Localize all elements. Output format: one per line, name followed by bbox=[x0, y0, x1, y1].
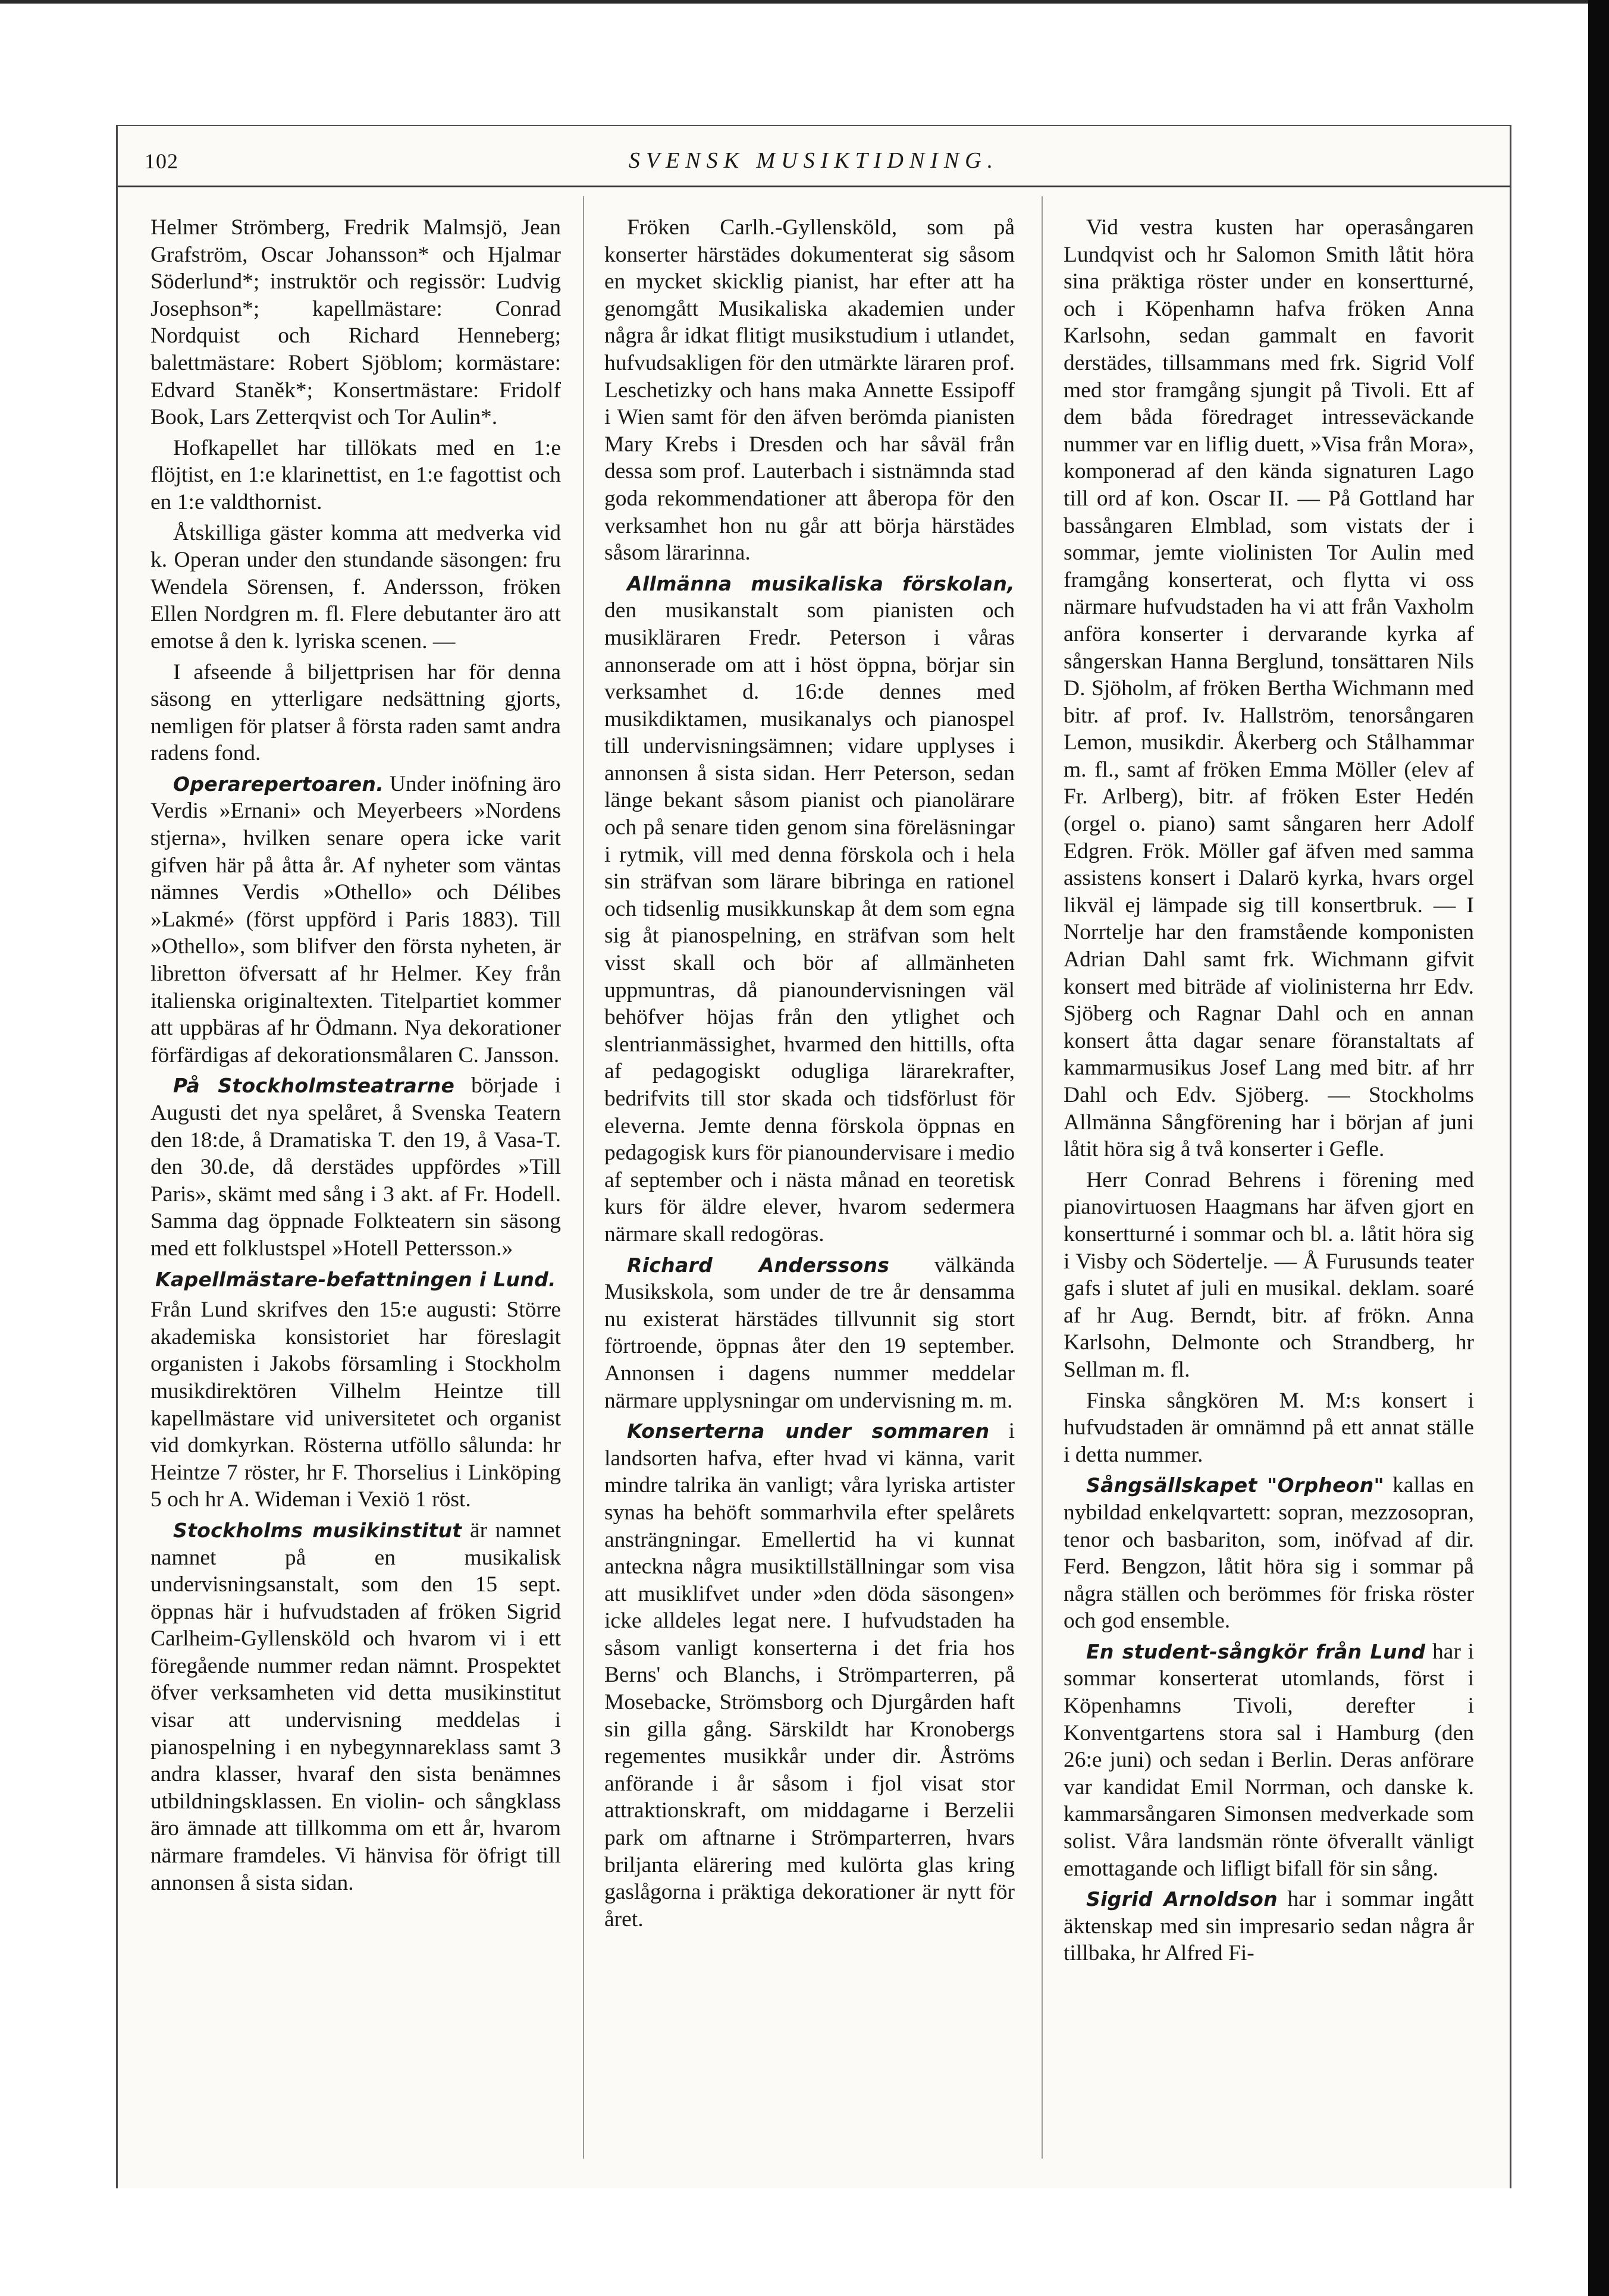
article-body: Under inöfning äro Verdis »Ernani» och Meyerbeers »Nordens stjerna», hvilken senare opera icke varit gifven här på åtta år. Af nyheter som väntas nämnes Verdis »Othello» och Délibes »Lakmé» (först uppförd i Paris 1883). Till »Othello», som blifver den första nyheten, är libretton öfversatt af hr Helmer. Key från italienska originaltexten. Titelpartiet kommer att uppbäras af hr Ödmann. Nya dekorationer förfärdigas af dekorationsmålaren C. Jansson. bbox=[150, 771, 562, 1067]
article bbox=[604, 1252, 1015, 1415]
article bbox=[150, 1517, 561, 1896]
article bbox=[150, 1072, 561, 1262]
article-body: har i sommar ingått äktenskap med sin impresario sedan några år tillbaka, hr Alfred Fi- bbox=[1064, 1887, 1475, 1966]
article-body: välkända Musikskola, som under de tre år densamma nu existerat härstädes tillvunnit sig stort förtroende, öppnas åter den 19 september. Annonsen i dagens nummer meddelar närmare upplysningar om undervisning m. m. bbox=[604, 1252, 1015, 1413]
article bbox=[604, 1418, 1015, 1933]
article-body: Från Lund skrifves den 15:e augusti: Större akademiska konsistoriet har föreslagit organisten i Jakobs församling i Stockholm musikdirektören Vilhelm Heintze till kapellmästare vid universitetet och organist vid domkyrkan. Rösterna utföllo sålunda: hr Heintze 7 röster, hr F. Thorselius i Linköping 5 och hr A. Wideman i Vexiö 1 röst. bbox=[150, 1298, 561, 1512]
article-heading: Sångsällskapet "Orpheon" bbox=[1086, 1474, 1385, 1497]
article-heading: Allmänna musikaliska förskolan, bbox=[627, 571, 1015, 595]
paragraph: Helmer Strömberg, Fredrik Malmsjö, Jean Grafström, Oscar Johansson* och Hjalmar Söderlund*; instruktör och regissör: Ludvig Josephson*; kapellmästare: Conrad Nordquist och Richard Henneberg; balettmästare: Robert Sjöblom; kormästare: Edvard Staněk*; Konsertmästare: Fridolf Book, Lars Zetterqvist och Tor Aulin*. bbox=[150, 215, 561, 430]
article bbox=[150, 771, 561, 1069]
column-2 bbox=[604, 214, 1015, 1936]
paragraph: I afseende å biljettprisen har för denna säsong en ytterligare nedsättning gjorts, nemligen för platser å första raden samt andra radens fond. bbox=[150, 659, 561, 766]
article-body: den musikanstalt som pianisten och musikläraren Fredr. Peterson i våras annonserade om att i höst öppna, börjar sin verksamhet d. 16:de dennes med musikdiktamen, musikanalys och pianospel till undervisningsämnen; vidare upplyses i annonsen å sista sidan. Herr Peterson, sedan länge bekant såsom pianist och pianolärare och på senare tiden genom sina föreläsningar i rytmik, vill med denna förskola och i hela sin sträfvan som lärare bibringa en rationel och tidsenlig musikkunskap åt dem som egna sig åt pianospelning, en sträfvan som helt visst skall och bör af allmänheten uppmuntras, då pianoundervisningen väl behöfver höjas från den ytlighet och slentrianmässighet, hvarmed den hittills, ofta af pedagogiskt odugliga lärarekrafter, bedrifvits till stor skada och tidsförlust för eleverna. Jemte denna förskola öppnas en pedagogisk kurs för pianoundervisare i medio af september och i nästa månad en teoretisk kurs för äldre elever, hvarom sedermera närmare skall redogöras. bbox=[604, 598, 1015, 1246]
article bbox=[1064, 1638, 1474, 1882]
article-heading: Sigrid Arnoldson bbox=[1086, 1887, 1278, 1911]
page-number: 102 bbox=[145, 149, 178, 173]
page-sheet bbox=[116, 125, 1511, 2188]
column-1 bbox=[150, 214, 561, 1900]
article-body: har i sommar konserterat utomlands, först i Köpenhamns Tivoli, derefter i Konventgartens stora sal i Hamburg (den 26:e juni) och sedan i Berlin. Deras anförare var kandidat Emil Norrman, och danske k. kammarsångaren Simonsen medverkade som solist. Våra landsmän rönte öfverallt vänligt emottagande och lifligt bifall för sin sång. bbox=[1064, 1639, 1474, 1881]
article-body: i landsorten hafva, efter hvad vi känna, varit mindre talrika än vanligt; våra lyriska artister synas ha behöft sommarhvila efter spelårets ansträngningar. Emellertid ha vi kunnat anteckna några musiktillställningar som visa att musiklifvet under »den döda säsongen» icke alldeles legat nere. I hufvudstaden ha såsom vanligt konserterna i det fria hos Berns' och Blanchs, i Strömparterren, på Mosebacke, Strömsborg och Djurgården haft sin gilla gång. Särskildt har Kronobergs regementes musikkår under dir. Åströms anförande i år såsom i fjol visat stor attraktionskraft, om middagarne i Berzelii park om aftnarne i Strömparterren, hvars briljanta elärering med kulörta glas kring gaslågorna i präktiga dekorationer är nytt för året. bbox=[604, 1419, 1015, 1931]
page-header bbox=[118, 125, 1510, 187]
paragraph: Hofkapellet har tillökats med en 1:e flöjtist, en 1:e klarinettist, en 1:e fagottist och en 1:e valdthornist. bbox=[150, 435, 561, 514]
paragraph: Fröken Carlh.-Gyllensköld, som på konserter härstädes dokumenterat sig såsom en mycket skicklig pianist, har efter att ha genomgått Musikaliska akademien under några år idkat flitigt musikstudium i utlandet, hufvudsakligen för den utmärkte läraren prof. Leschetizky och hans maka Annette Essipoff i Wien samt för den äfven berömda pianisten Mary Krebs i Dresden och har såväl från dessa som prof. Lauterbach i sistnämnda stad goda rekommendationer att åberopa för den verksamhet hon nu går att börja härstädes såsom lärarinna. bbox=[604, 215, 1015, 566]
scan-right-edge bbox=[1588, 0, 1609, 2296]
article bbox=[604, 570, 1015, 1248]
article-body: började i Augusti det nya spelåret, å Svenska Teatern den 18:de, å Dramatiska T. den 19, å Vasa-T. den 30.de, då derstädes uppfördes »Till Paris», skämt med sång i 3 akt. af Fr. Hodell. Samma dag öppnade Folkteatern sin säsong med ett folklustspel »Hotell Pettersson.» bbox=[150, 1073, 561, 1261]
article-body: kallas en nybildad enkelqvartett: sopran, mezzosopran, tenor och basbariton, som, inöfvad af dir. Ferd. Bengzon, låtit höra sig i sommar på några ställen och berömmes för friska röster och god ensemble. bbox=[1064, 1473, 1474, 1634]
article-heading: Kapellmästare-befattningen i Lund. bbox=[155, 1267, 556, 1291]
scan-top-edge bbox=[0, 0, 1609, 4]
column-rule-left bbox=[583, 196, 584, 2159]
article bbox=[1064, 1472, 1474, 1635]
column-3 bbox=[1064, 214, 1474, 1971]
article-heading: Stockholms musikinstitut bbox=[173, 1518, 462, 1542]
article-heading: Konserterna under sommaren bbox=[627, 1419, 990, 1443]
article-body: är namnet namnet på en musikalisk undervisningsanstalt, som den 15 sept. öppnas här i hufvudstaden af fröken Sigrid Carlheim-Gyllensköld och hvarom vi i ett föregående nummer redan nämnt. Prospektet öfver verksamheten vid detta musikinstitut visar att undervisning meddelas i pianospelning i en nybegynnareklass samt 3 andra klasser, hvaraf den sista benämnes utbildningsklassen. En violin- och sångklass äro ämnade att tillkomma om ett år, hvarom närmare framdeles. Vi hänvisa för öfrigt till annonsen å sista sidan. bbox=[150, 1518, 561, 1895]
article-heading: På Stockholmsteatrarne bbox=[173, 1074, 455, 1098]
article bbox=[1064, 1886, 1474, 1967]
running-title: SVENSK MUSIKTIDNING. bbox=[628, 148, 999, 173]
paragraph: Herr Conrad Behrens i förening med pianovirtuosen Haagmans har äfven gjort en konsertturné i sommar och bl. a. låtit höra sig i Visby och Södertelje. — Å Furusunds teater gafs i slutet af juli en musikal. deklam. soaré af hr Aug. Berndt, bitr. af frökn. Anna Karlsohn, Delmonte och Strandberg, hr Sellman m. fl. bbox=[1064, 1167, 1474, 1382]
article-heading: Operarepertoaren. bbox=[173, 772, 384, 796]
paragraph: Vid vestra kusten har operasångaren Lundqvist och hr Salomon Smith låtit höra sina präktiga röster under en konsertturné, och i Köpenhamn hafva fröken Anna Karlsohn, sedan gammalt en favorit derstädes, tillsammans med frk. Sigrid Volf med stor framgång sjungit på Tivoli. Ett af dem båda föredraget intresseväckande nummer var en liflig duett, »Visa från Mora», komponerad af den kända signaturen Lago till ord af kon. Oscar II. — På Gottland har bassångaren Elmblad, som vistats der i sommar, jemte violinisten Tor Aulin med framgång konserterat, och flytta vi oss närmare hufvudstaden ha vi att från Vaxholm anföra konserter i dervarande kyrka af sångerskan Hanna Berglund, tonsättaren Nils D. Sjöholm, af fröken Bertha Wichmann med bitr. af prof. Iv. Hallström, tenorsångaren Lemon, musikdir. Åkerberg och Stålhammar m. fl., samt af fröken Emma Möller (elev af Fr. Arlberg), bitr. af fröken Ester Hedén (orgel o. piano) samt sångaren herr Adolf Edgren. Frök. Möller gaf äfven med samma assistens konsert i Dalarö kyrka, hvars orgel likväl ej lämpade sig till konsertbruk. — I Norrtelje har den framstående komponisten Adrian Dahl samt frk. Wichmann gifvit konsert med biträde af violinisterna hrr Edv. Sjöberg och Ragnar Dahl och en annan konsert åtta dagar senare föranstaltats af kammarmusikus Josef Lang med bitr. af hrr Dahl och Edv. Sjöberg. — Stockholms Allmänna Sångförening har i början af juni låtit höra sig å två konserter i Gefle. bbox=[1064, 215, 1474, 1162]
article-heading: En student-sångkör från Lund bbox=[1086, 1639, 1426, 1663]
article-heading: Richard Anderssons bbox=[627, 1253, 890, 1277]
paragraph: Finska sångkören M. M:s konsert i hufvudstaden är omnämnd på ett annat ställe i detta nummer. bbox=[1064, 1388, 1474, 1467]
article-heading-line bbox=[150, 1266, 561, 1293]
column-rule-right bbox=[1042, 196, 1043, 2159]
paragraph: Åtskilliga gäster komma att medverka vid k. Operan under den stundande säsongen: fru Wendela Sörensen, f. Andersson, fröken Ellen Nordgren m. fl. Flere debutanter äro att emotse å den k. lyriska scenen. — bbox=[150, 520, 561, 654]
